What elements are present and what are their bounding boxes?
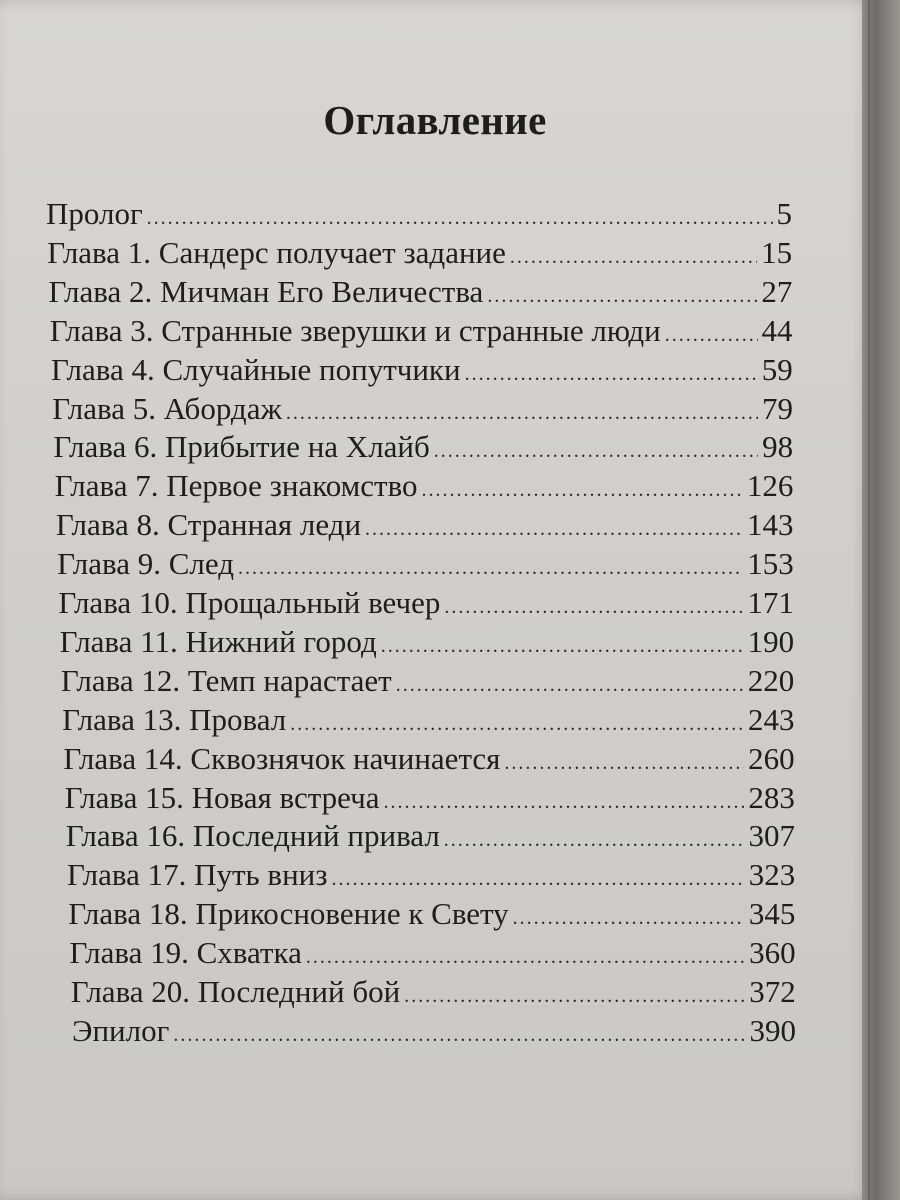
toc-entry-title: Глава 14. Сквознячок начинается: [63, 740, 501, 776]
toc-entry-title: Глава 8. Странная леди: [55, 507, 362, 543]
toc-entry: [58, 585, 794, 623]
toc-entry-page-number: 372: [749, 974, 796, 1009]
toc-dot-leader: [383, 791, 744, 814]
toc-entry: [63, 741, 794, 779]
toc-dot-leader: [504, 752, 744, 775]
toc-entry-page-number: 126: [746, 468, 794, 504]
toc-entry-title: Эпилог: [72, 1012, 170, 1048]
toc-entry-page-number: 390: [749, 1012, 796, 1048]
toc-entry: [61, 663, 794, 701]
toc-entry-title: Глава 15. Новая встреча: [64, 779, 380, 815]
toc-entry-title: Глава 6. Прибытие на Хлайб: [53, 429, 430, 465]
toc-entry-title: Глава 5. Абордаж: [52, 390, 282, 426]
toc-entry-page-number: 15: [761, 234, 793, 270]
toc-dot-leader: [422, 479, 743, 502]
toc-entry: [72, 1013, 796, 1051]
toc-entry-title: Глава 2. Мичман Его Величества: [48, 273, 484, 309]
toc-entry: [48, 274, 792, 312]
toc-entry: [55, 468, 794, 506]
toc-entry: [67, 857, 795, 895]
toc-dot-leader: [238, 557, 743, 580]
toc-entry: [70, 935, 796, 973]
toc-entry: [66, 818, 795, 856]
toc-dot-leader: [510, 246, 757, 269]
toc-dot-leader: [173, 1024, 745, 1047]
toc-entry: [47, 235, 792, 273]
toc-dot-leader: [332, 868, 745, 891]
toc-entry-page-number: 171: [747, 585, 794, 620]
toc-dot-leader: [444, 829, 745, 852]
toc-entry-page-number: 283: [748, 779, 795, 815]
toc-entry-page-number: 307: [748, 818, 796, 854]
toc-entry: [46, 196, 792, 234]
toc-entry: [68, 896, 795, 934]
toc-entry: [56, 507, 794, 545]
toc-entry-page-number: 27: [761, 273, 793, 309]
toc-entry: [71, 974, 796, 1012]
page-edge-shadow: [868, 0, 870, 1200]
toc-entry-page-number: 5: [776, 196, 792, 231]
toc-dot-leader: [487, 285, 757, 308]
toc-dot-leader: [290, 713, 744, 736]
toc-dot-leader: [381, 635, 744, 658]
toc-dot-leader: [286, 402, 758, 425]
toc-entry-page-number: 243: [747, 701, 795, 737]
toc-dot-leader: [306, 946, 745, 969]
toc-entry-page-number: 260: [748, 740, 795, 776]
toc-dot-leader: [513, 907, 745, 930]
toc-entry-title: Глава 9. След: [57, 546, 234, 582]
toc-entry-title: Глава 1. Сандерс получает задание: [47, 234, 506, 270]
toc-entry-title: Глава 12. Темп нарастает: [60, 662, 392, 698]
toc-entry-page-number: 98: [762, 429, 794, 465]
toc-dot-leader: [665, 324, 758, 347]
toc-entry-page-number: 143: [747, 507, 794, 543]
toc-entry-page-number: 345: [748, 896, 796, 932]
toc-entry-title: Глава 13. Провал: [62, 701, 287, 737]
toc-entry-title: Глава 3. Странные зверушки и странные люди: [49, 312, 661, 348]
toc-entry: [52, 391, 793, 429]
toc-entry-title: Глава 20. Последний бой: [70, 974, 401, 1009]
toc-entry-page-number: 360: [749, 935, 796, 971]
toc-entry-page-number: 190: [747, 623, 795, 659]
toc-entry: [53, 429, 793, 467]
toc-dot-leader: [444, 596, 743, 619]
toc-entry-title: Глава 17. Путь вниз: [67, 857, 328, 893]
toc-entry-title: Глава 16. Последний привал: [65, 818, 440, 854]
toc-entry: [65, 780, 795, 818]
toc-entry-page-number: 59: [761, 351, 793, 387]
toc-entry-page-number: 44: [761, 312, 793, 348]
toc-entry-title: Глава 4. Случайные попутчики: [50, 351, 461, 387]
toc-dot-leader: [147, 207, 773, 230]
toc-entry: [57, 546, 794, 584]
toc-entry-title: Глава 7. Первое знакомство: [54, 468, 418, 504]
toc-entry-title: Глава 18. Прикосновение к Свету: [68, 896, 509, 932]
toc-entry-page-number: 323: [748, 857, 796, 893]
toc-entry-title: Глава 19. Схватка: [69, 935, 302, 971]
toc-entry-page-number: 220: [747, 662, 795, 698]
toc-dot-leader: [434, 440, 758, 463]
toc-dot-leader: [396, 674, 744, 697]
toc-entry-page-number: 79: [761, 390, 793, 426]
toc-entry: [60, 624, 794, 662]
page-title: Оглавление: [323, 97, 547, 143]
toc-dot-leader: [465, 363, 758, 386]
toc-dot-leader: [404, 985, 745, 1008]
toc-entry: [50, 313, 793, 351]
toc-entry-title: Глава 11. Нижний город: [59, 623, 377, 659]
toc-entry: [51, 352, 793, 390]
toc-entry-page-number: 153: [747, 546, 794, 582]
toc-entry-title: Глава 10. Прощальный вечер: [58, 585, 441, 620]
toc-entry-title: Пролог: [46, 196, 143, 231]
toc-entry: [62, 702, 794, 740]
toc-dot-leader: [365, 518, 743, 541]
